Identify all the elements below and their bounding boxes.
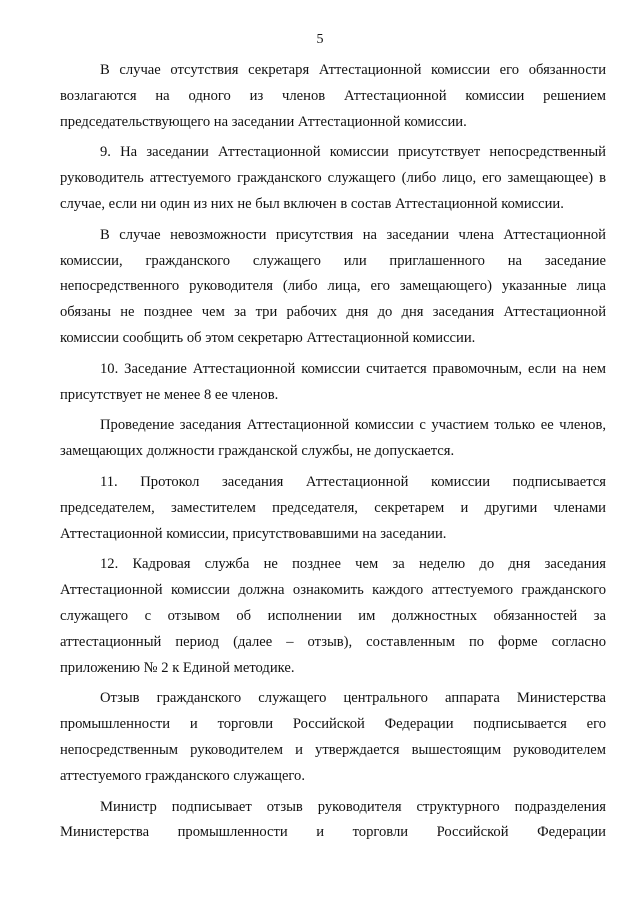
paragraph-item-12: 12. Кадровая служба не позднее чем за неделю до дня заседания Аттестационной комиссии должна ознакомить каждого аттестуемого гражданского служащего с отзывом об исполнении им должностных обязанностей за аттестационный период (далее – отзыв), составленным по форме согласно приложению № 2 к Единой методике. <box>60 556 606 676</box>
paragraph-item-10: 10. Заседание Аттестационной комиссии считается правомочным, если на нем присутствует не менее 8 ее членов. <box>60 360 606 403</box>
paragraph-minister-signs: Министр подписывает отзыв руководителя структурного подразделения Министерства промышленности и торговли Российской Федерации <box>60 798 606 841</box>
paragraph-item-11: 11. Протокол заседания Аттестационной комиссии подписывается председателем, заместителем председателя, секретарем и другими членами Аттестационной комиссии, присутствовавшими на заседании. <box>60 473 606 542</box>
paragraph-attendance-impossible: В случае невозможности присутствия на заседании члена Аттестационной комиссии, гражданского служащего или приглашенного на заседание непосредственного руководителя (либо лица, его замещающего) указанные лица обязаны не позднее чем за три рабочих дня до дня заседания Аттестационной комиссии сообщить об этом секретарю Аттестационной комиссии. <box>60 226 606 346</box>
paragraph-secretary-absence: В случае отсутствия секретаря Аттестационной комиссии его обязанности возлагаются на одного из членов Аттестационной комиссии решением председательствующего на заседании Аттестационной комиссии. <box>60 62 606 130</box>
document-body <box>60 58 606 851</box>
paragraph-review-signing: Отзыв гражданского служащего центрального аппарата Министерства промышленности и торговли Российской Федерации подписывается его непосредственным руководителем и утверждается вышестоящим руководителем аттестуемого гражданского служащего. <box>60 690 606 784</box>
paragraph-item-9: 9. На заседании Аттестационной комиссии присутствует непосредственный руководитель аттестуемого гражданского служащего (либо лицо, его замещающее) в случае, если ни один из них не был включен в состав Аттестационной комиссии. <box>60 144 606 212</box>
page-number: 5 <box>316 32 324 47</box>
paragraph-meeting-restriction: Проведение заседания Аттестационной комиссии с участием только ее членов, замещающих должности гражданской службы, не допускается. <box>60 417 606 460</box>
